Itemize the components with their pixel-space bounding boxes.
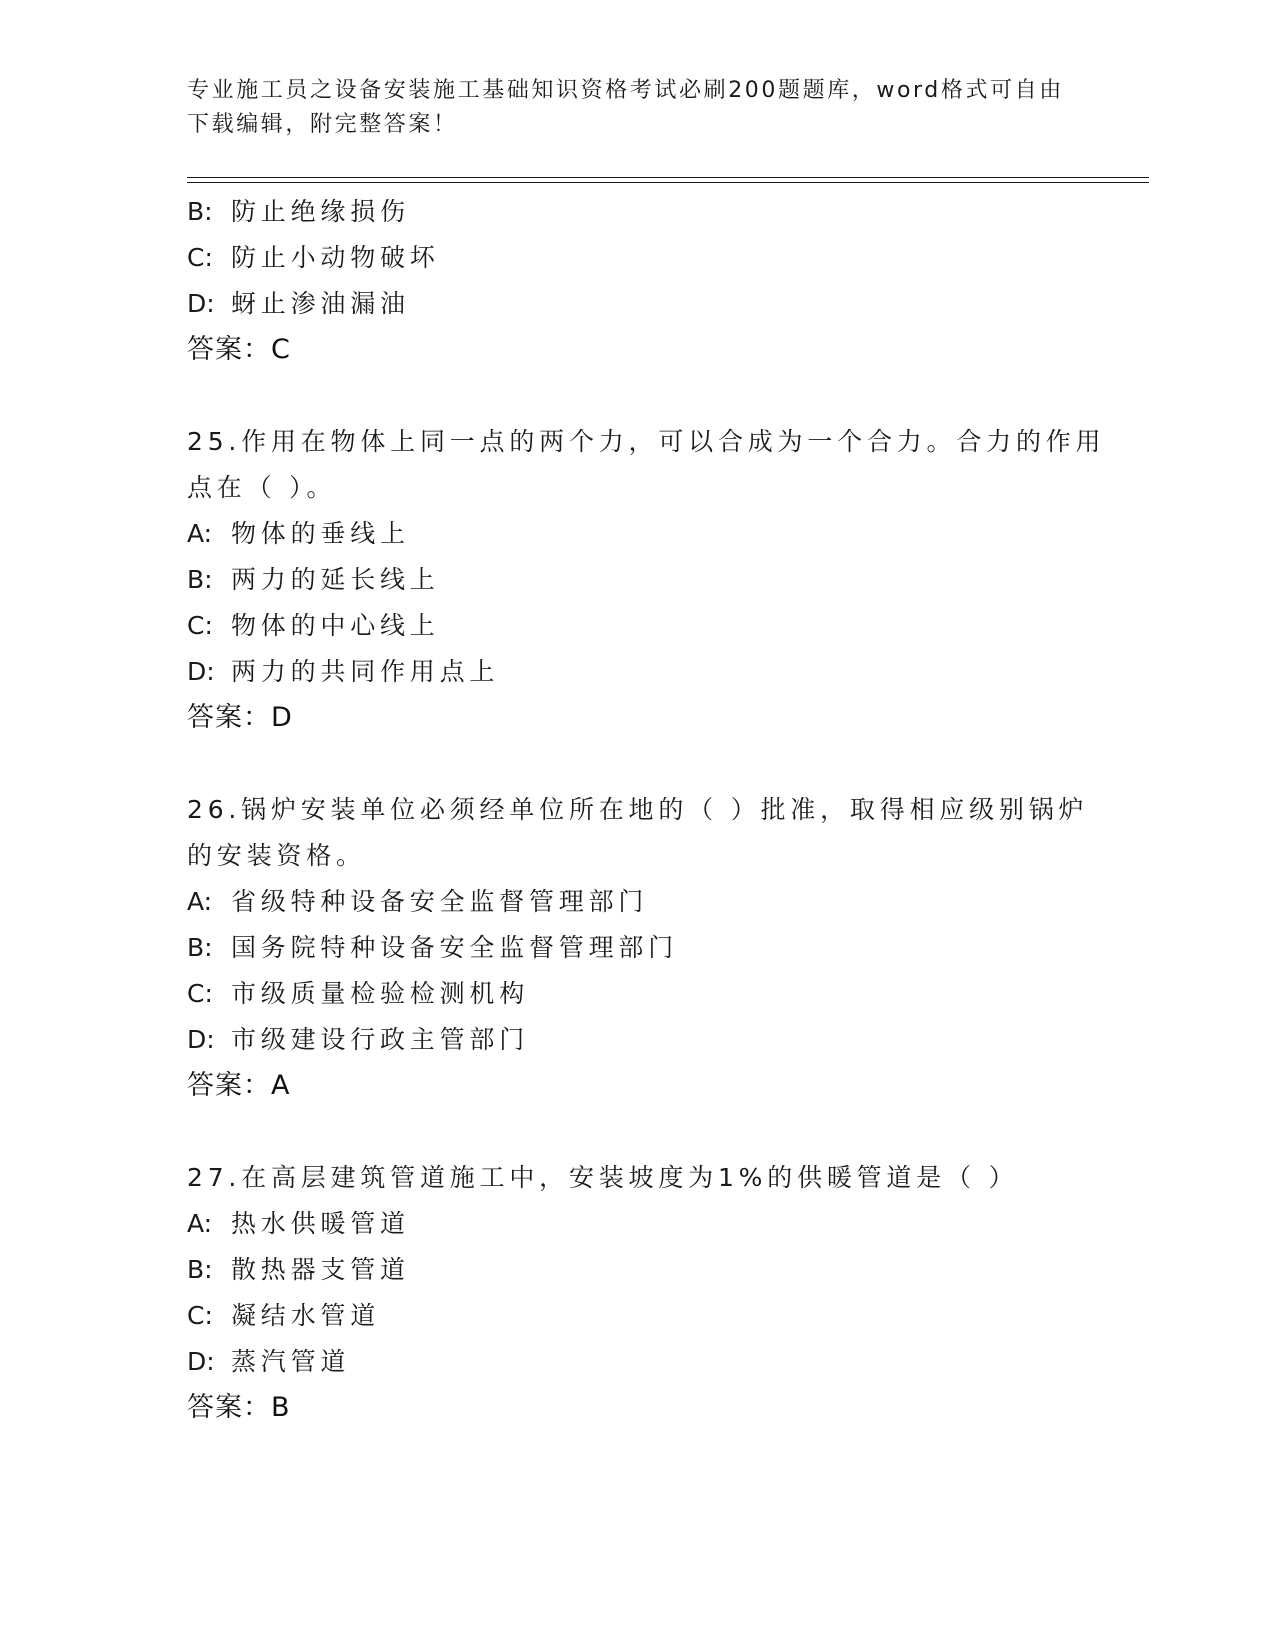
- option-b: [187, 1247, 1087, 1293]
- option-text: 市级建设行政主管部门: [231, 1025, 530, 1054]
- question-stem-line: 点在（ ）。: [187, 473, 337, 502]
- option-letter: C:: [187, 1301, 213, 1330]
- option-letter: A:: [187, 887, 213, 916]
- question-block-24: [187, 189, 1087, 373]
- option-letter: D:: [187, 289, 215, 318]
- option-letter: D:: [187, 1347, 215, 1376]
- option-text: 市级质量检验检测机构: [231, 979, 530, 1008]
- answer-line: 答案：C: [187, 334, 291, 365]
- option-text: 蚜止渗油漏油: [231, 289, 410, 318]
- option-b: [187, 925, 1087, 971]
- spacer: [187, 373, 1087, 419]
- option-c: [187, 603, 1087, 649]
- option-text: 国务院特种设备安全监督管理部门: [231, 933, 679, 962]
- option-a: [187, 879, 1087, 925]
- question-stem-line: 26.锅炉安装单位必须经单位所在地的（ ）批准，取得相应级别锅炉: [187, 795, 1089, 824]
- option-text: 蒸汽管道: [231, 1347, 351, 1376]
- option-c: [187, 235, 1087, 281]
- option-text: 物体的垂线上: [231, 519, 410, 548]
- spacer: [187, 1109, 1087, 1155]
- option-b: [187, 557, 1087, 603]
- option-text: 两力的延长线上: [231, 565, 440, 594]
- option-d: [187, 281, 1087, 327]
- option-text: 散热器支管道: [231, 1255, 410, 1284]
- option-a: [187, 511, 1087, 557]
- question-block-26: [187, 787, 1087, 1109]
- option-letter: C:: [187, 979, 213, 1008]
- question-stem-line: 25.作用在物体上同一点的两个力，可以合成为一个合力。合力的作用: [187, 427, 1106, 456]
- question-stem-line: 27.在高层建筑管道施工中，安装坡度为1%的供暖管道是（ ）: [187, 1163, 1019, 1192]
- option-text: 热水供暖管道: [231, 1209, 410, 1238]
- option-letter: D:: [187, 1025, 215, 1054]
- question-block-27: [187, 1155, 1087, 1431]
- option-c: [187, 1293, 1087, 1339]
- option-letter: B:: [187, 933, 213, 962]
- option-letter: B:: [187, 197, 213, 226]
- option-d: [187, 649, 1087, 695]
- answer-line: 答案：B: [187, 1392, 291, 1423]
- question-list: [187, 189, 1106, 1431]
- option-text: 省级特种设备安全监督管理部门: [231, 887, 649, 916]
- question-stem-line: 的安装资格。: [187, 841, 366, 870]
- option-letter: A:: [187, 519, 213, 548]
- answer-line: 答案：A: [187, 1070, 291, 1101]
- question-block-25: [187, 419, 1106, 741]
- option-b: [187, 189, 1087, 235]
- option-text: 物体的中心线上: [231, 611, 440, 640]
- option-text: 防止小动物破坏: [231, 243, 440, 272]
- page-header: 专业施工员之设备安装施工基础知识资格考试必刷200题题库，word格式可自由下载编辑，附完整答案！: [187, 78, 1064, 137]
- header-rule-top: [187, 177, 1149, 178]
- option-text: 防止绝缘损伤: [231, 197, 410, 226]
- option-letter: A:: [187, 1209, 213, 1238]
- header-rule-bottom: [187, 182, 1149, 183]
- option-letter: C:: [187, 243, 213, 272]
- option-letter: C:: [187, 611, 213, 640]
- option-a: [187, 1201, 1087, 1247]
- option-letter: D:: [187, 657, 215, 686]
- option-text: 凝结水管道: [231, 1301, 381, 1330]
- spacer: [187, 741, 1087, 787]
- option-d: [187, 1017, 1087, 1063]
- answer-line: 答案：D: [187, 702, 293, 733]
- option-letter: B:: [187, 565, 213, 594]
- option-c: [187, 971, 1087, 1017]
- option-text: 两力的共同作用点上: [231, 657, 500, 686]
- option-letter: B:: [187, 1255, 213, 1284]
- option-d: [187, 1339, 1087, 1385]
